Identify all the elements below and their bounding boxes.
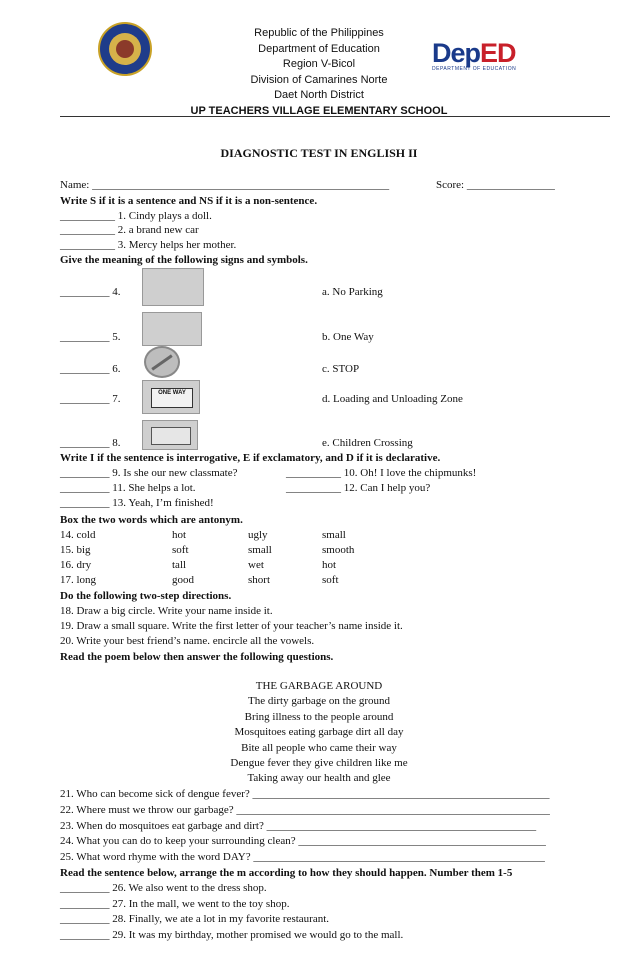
antonym-16-opt2: wet xyxy=(248,559,264,571)
question-7: _________ 7. xyxy=(60,393,121,405)
question-21: 21. Who can become sick of dengue fever? ______________________________________________________ xyxy=(60,788,550,800)
antonym-15-opt2: small xyxy=(248,544,272,556)
poem-line: Dengue fever they give children like me xyxy=(230,757,408,769)
sec2-instruction: Give the meaning of the following signs and symbols. xyxy=(60,254,308,266)
question-22: 22. Where must we throw our garbage? _________________________________________________________ xyxy=(60,804,550,816)
letterhead: Republic of the Philippines Department of Education Region V-Bicol Division of Camarines Norte Daet North District UP TEACHERS VILLAGE ELEMENTARY SCHOOL xyxy=(0,26,638,119)
sign-image-8 xyxy=(142,420,198,450)
choice-a: a. No Parking xyxy=(322,286,383,298)
antonym-14-opt1: hot xyxy=(172,529,187,541)
question-25: 25. What word rhyme with the word DAY? _____________________________________________________ xyxy=(60,851,545,863)
question-13: _________ 13. Yeah, I’m finished! xyxy=(60,497,214,509)
sec1-instruction: Write S if it is a sentence and NS if it is a non-sentence. xyxy=(60,195,318,207)
poem-title: THE GARBAGE AROUND xyxy=(255,680,383,692)
question-5: _________ 5. xyxy=(60,331,121,343)
choice-e: e. Children Crossing xyxy=(322,437,413,449)
antonym-14-opt3: small xyxy=(322,529,346,541)
question-26: _________ 26. We also went to the dress shop. xyxy=(60,882,267,894)
poem-line: The dirty garbage on the ground xyxy=(247,695,391,707)
sign-image-4 xyxy=(142,268,204,306)
stop-sign-image-6 xyxy=(144,346,180,378)
question-8: _________ 8. xyxy=(60,437,121,449)
question-3: __________ 3. Mercy helps her mother. xyxy=(60,239,237,251)
question-28: _________ 28. Finally, we ate a lot in my favorite restaurant. xyxy=(60,913,330,925)
poem-line: Bring illness to the people around xyxy=(244,711,394,723)
poem-line: Mosquitoes eating garbage dirt all day xyxy=(234,726,404,738)
antonym-14-word: 14. cold xyxy=(60,529,96,541)
score-field: Score: ________________ xyxy=(436,179,555,191)
choice-d: d. Loading and Unloading Zone xyxy=(322,393,463,405)
poem-line: Taking away our health and glee xyxy=(247,772,391,784)
question-23: 23. When do mosquitoes eat garbage and dirt? _________________________________________________ xyxy=(60,820,537,832)
antonym-17-opt1: good xyxy=(172,574,194,586)
choice-c: c. STOP xyxy=(322,363,360,375)
test-title: DIAGNOSTIC TEST IN ENGLISH II xyxy=(220,146,418,160)
poem-line: Bite all people who came their way xyxy=(241,742,397,754)
question-27: _________ 27. In the mall, we went to the toy shop. xyxy=(60,898,290,910)
question-19: 19. Draw a small square. Write the first letter of your teacher’s name inside it. xyxy=(60,620,403,632)
antonym-15-word: 15. big xyxy=(60,544,91,556)
antonym-17-opt2: short xyxy=(248,574,270,586)
question-1: __________ 1. Cindy plays a doll. xyxy=(60,210,212,222)
question-20: 20. Write your best friend’s name. encircle all the vowels. xyxy=(60,635,315,647)
school-name: UP TEACHERS VILLAGE ELEMENTARY SCHOOL xyxy=(190,104,448,117)
sec4-instruction: Box the two words which are antonym. xyxy=(60,514,243,526)
antonym-16-opt3: hot xyxy=(322,559,337,571)
question-6: _________ 6. xyxy=(60,363,121,375)
question-4: _________ 4. xyxy=(60,286,121,298)
question-12: __________ 12. Can I help you? xyxy=(286,482,431,494)
question-29: _________ 29. It was my birthday, mother promised we would go to the mall. xyxy=(60,929,404,941)
question-24: 24. What you can do to keep your surrounding clean? _____________________________________________ xyxy=(60,835,546,847)
antonym-15-opt1: soft xyxy=(172,544,189,556)
deped-logo: DepED DEPARTMENT OF EDUCATION xyxy=(432,38,517,72)
antonym-15-opt3: smooth xyxy=(322,544,355,556)
choice-b: b. One Way xyxy=(322,331,374,343)
question-11: _________ 11. She helps a lot. xyxy=(60,482,196,494)
antonym-14-opt2: ugly xyxy=(248,529,268,541)
question-10: __________ 10. Oh! I love the chipmunks! xyxy=(286,467,477,479)
header-divider xyxy=(60,116,610,117)
sec5-instruction: Do the following two-step directions. xyxy=(60,590,232,602)
question-2: __________ 2. a brand new car xyxy=(60,224,199,236)
sec3-instruction: Write I if the sentence is interrogative, E if exclamatory, and D if it is declarative. xyxy=(60,452,441,464)
name-field: Name: ______________________________________________________ xyxy=(60,179,390,191)
antonym-17-opt3: soft xyxy=(322,574,339,586)
antonym-16-opt1: tall xyxy=(172,559,187,571)
sec7-instruction: Read the sentence below, arrange the m according to how they should happen. Number them 1-5 xyxy=(60,867,513,879)
sign-image-7: ONE WAY xyxy=(142,380,200,414)
sign-image-5 xyxy=(142,312,202,346)
question-18: 18. Draw a big circle. Write your name inside it. xyxy=(60,605,273,617)
question-9: _________ 9. Is she our new classmate? xyxy=(60,467,238,479)
antonym-16-word: 16. dry xyxy=(60,559,92,571)
sec6-instruction: Read the poem below then answer the following questions. xyxy=(60,651,334,663)
antonym-17-word: 17. long xyxy=(60,574,97,586)
